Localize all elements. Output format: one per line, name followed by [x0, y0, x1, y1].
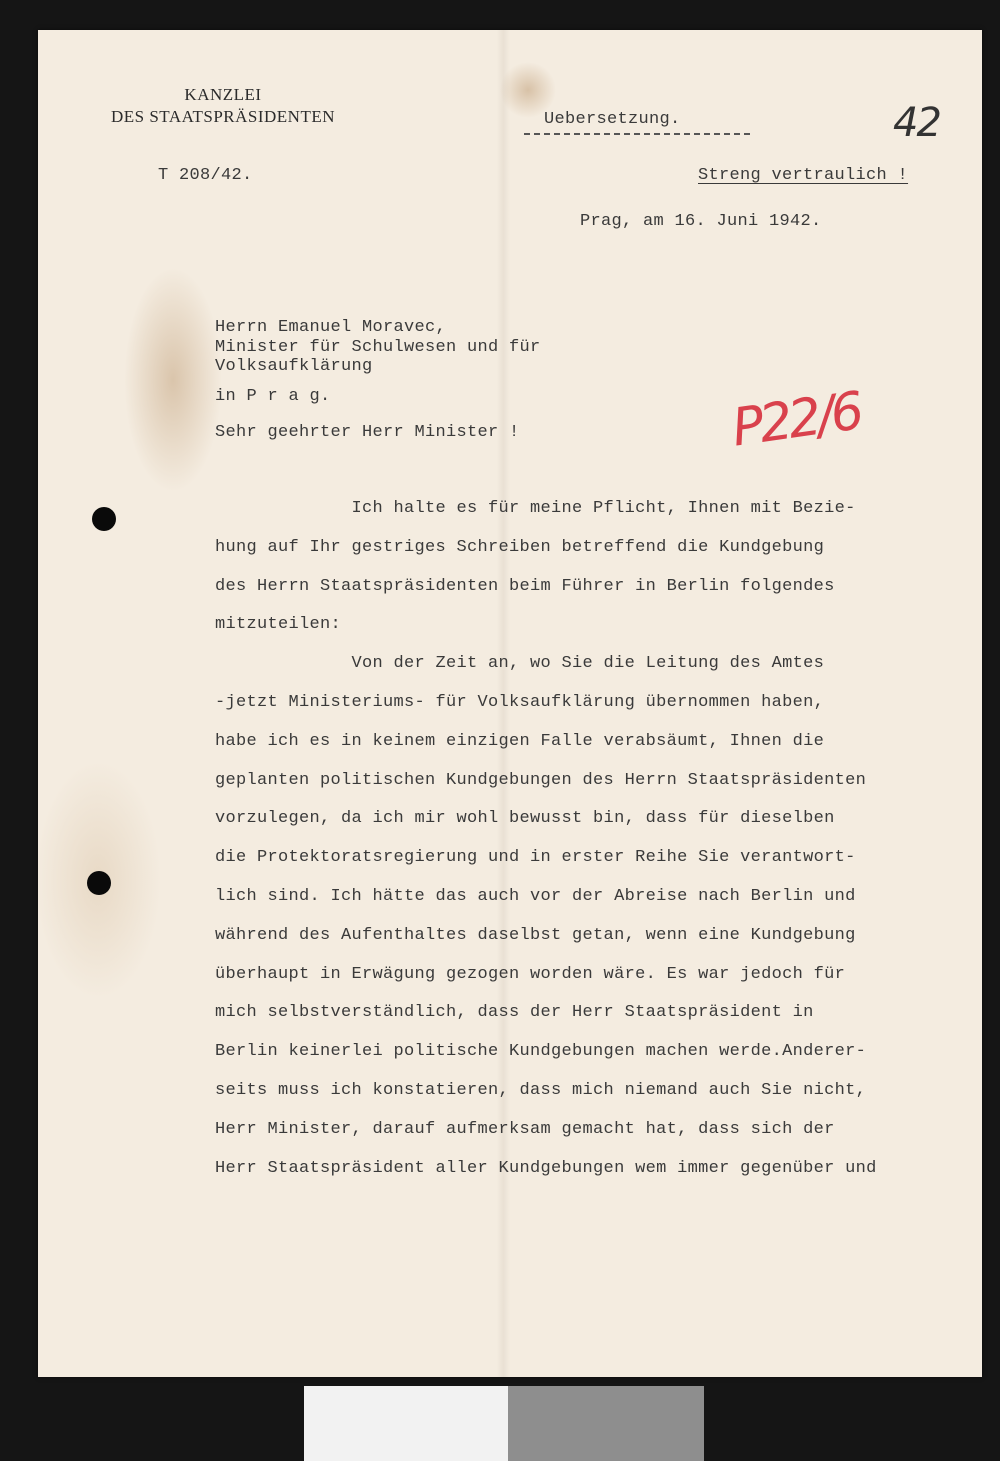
letter-body [215, 490, 950, 1188]
body-line: die Protektoratsregierung und in erster Reihe Sie verantwort- [215, 848, 856, 868]
body-line: Herr Staatspräsident aller Kundgebungen wem immer gegenüber und [215, 1158, 877, 1178]
salutation: Sehr geehrter Herr Minister ! [215, 423, 520, 442]
body-line: seits muss ich konstatieren, dass mich niemand auch Sie nicht, [215, 1080, 867, 1100]
body-line: hung auf Ihr gestriges Schreiben betreffend die Kundgebung [215, 537, 825, 557]
body-line: -jetzt Ministeriums- für Volksaufklärung übernommen haben, [215, 692, 825, 712]
recipient-line-3: Volksaufklärung [215, 357, 373, 376]
letterhead-line-1: KANZLEI [184, 85, 262, 104]
recipient-line-4: in P r a g. [215, 386, 331, 406]
recipient-line-2: Minister für Schulwesen und für [215, 337, 541, 357]
grey-reference-card [508, 1386, 704, 1461]
recipient-line-1: Herrn Emanuel Moravec, [215, 318, 447, 337]
body-line: Berlin keinerlei politische Kundgebungen machen werde.Anderer- [215, 1042, 867, 1062]
classification-mark: Streng vertraulich ! [698, 166, 909, 185]
body-line: lich sind. Ich hätte das auch vor der Abreise nach Berlin und [215, 886, 856, 906]
translation-note: Uebersetzung. [524, 110, 750, 135]
date-line: Prag, am 16. Juni 1942. [580, 212, 822, 231]
body-line: vorzulegen, da ich mir wohl bewusst bin, dass für dieselben [215, 809, 835, 829]
body-line: Von der Zeit an, wo Sie die Leitung des Amtes [215, 654, 825, 674]
archive-number: 42 [893, 100, 940, 146]
body-line: geplanten politischen Kundgebungen des Herrn Staatspräsidenten [215, 770, 867, 790]
letterhead-line-2: DES STAATSPRÄSIDENTEN [110, 107, 336, 126]
body-line: habe ich es in keinem einzigen Falle verabsäumt, Ihnen die [215, 731, 825, 751]
body-line: überhaupt in Erwägung gezogen worden wäre. Es war jedoch für [215, 964, 846, 984]
recipient-address [215, 318, 541, 406]
punch-hole [92, 507, 116, 531]
reference-number: T 208/42. [158, 166, 253, 185]
body-line: Ich halte es für meine Pflicht, Ihnen mit Bezie- [215, 499, 856, 518]
body-line: mitzuteilen: [215, 615, 342, 635]
letterhead [88, 84, 358, 128]
punch-hole [87, 871, 111, 895]
white-reference-card [304, 1386, 508, 1461]
red-pencil-annotation: P22/6 [728, 381, 864, 459]
body-line: während des Aufenthaltes daselbst getan, wenn eine Kundgebung [215, 925, 856, 945]
body-line: des Herrn Staatspräsidenten beim Führer in Berlin folgendes [215, 576, 835, 596]
body-line: Herr Minister, darauf aufmerksam gemacht hat, dass sich der [215, 1119, 835, 1139]
body-line: mich selbstverständlich, dass der Herr Staatspräsident in [215, 1003, 814, 1023]
